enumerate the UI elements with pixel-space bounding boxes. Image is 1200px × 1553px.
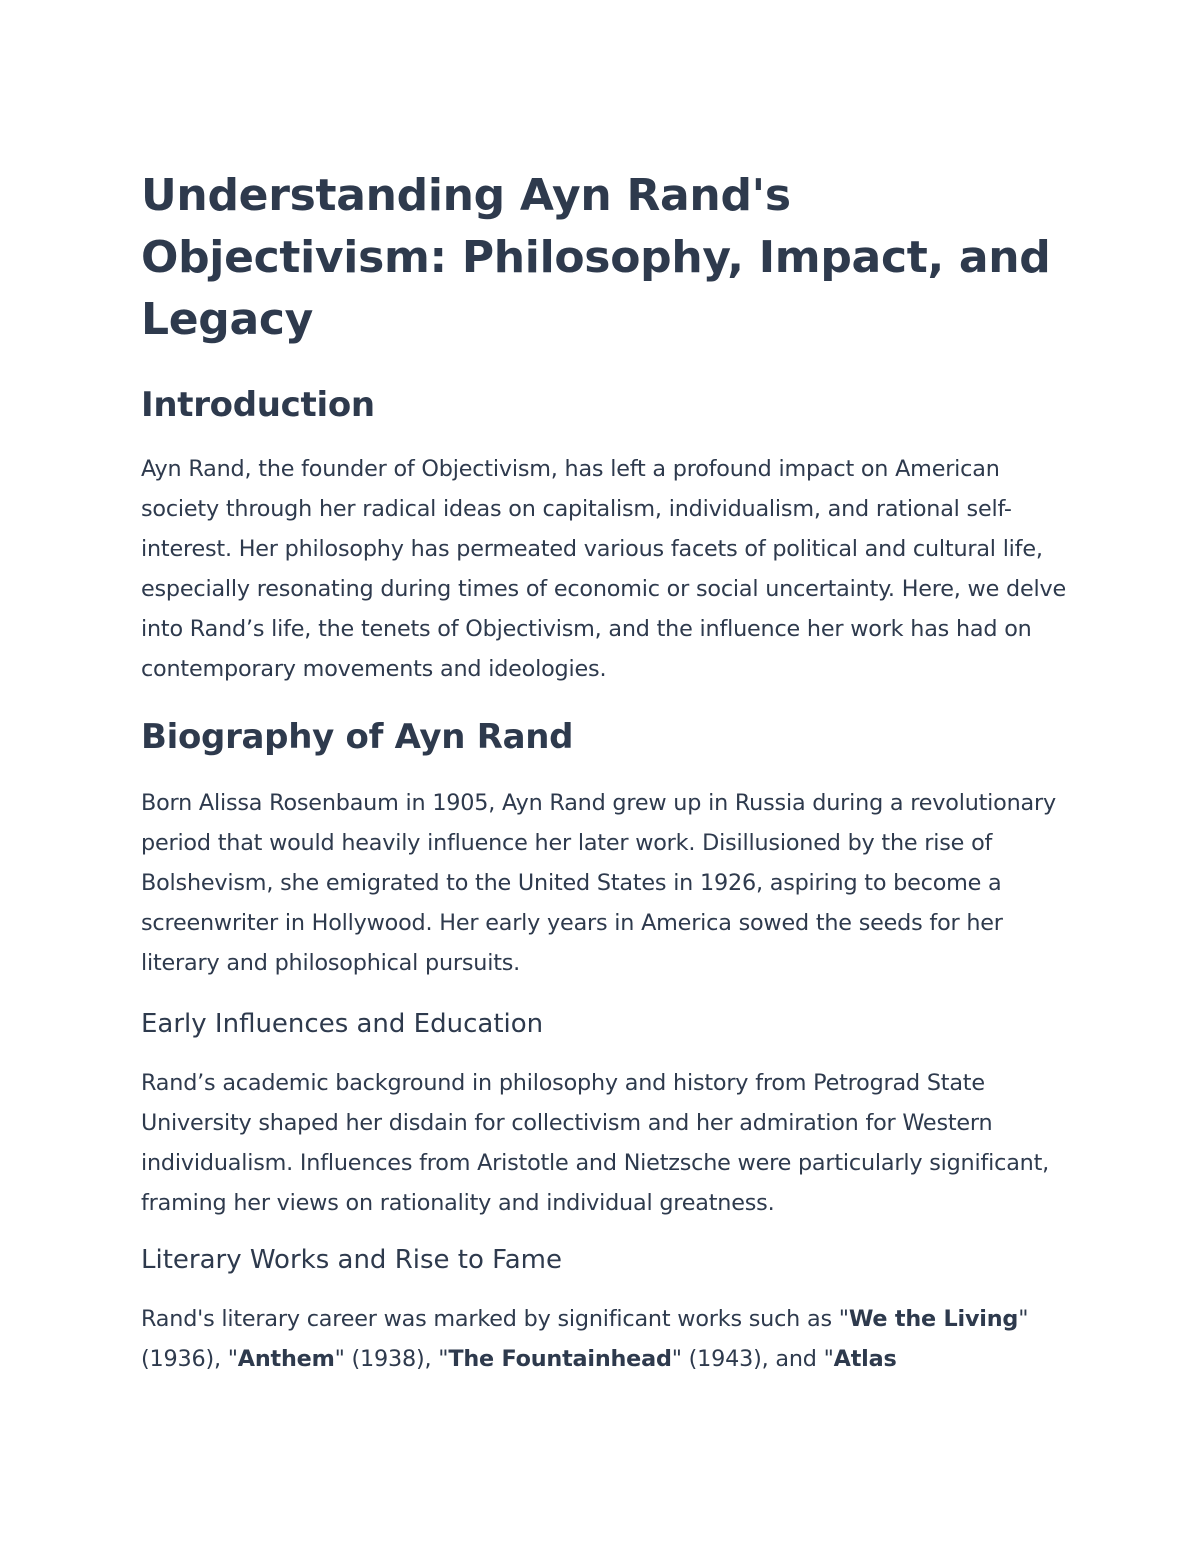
work-title-anthem: Anthem: [237, 1346, 335, 1372]
introduction-paragraph: Ayn Rand, the founder of Objectivism, has left a profound impact on American society through her radical ideas on capitalism, individualism, and rational self-interest. Her philosophy has permeated various facets of political and cultural life, especially resonating during times of economic or social uncertainty. Here, we delve into Rand’s life, the tenets of Objectivism, and the influence her work has had on contemporary movements and ideologies.: [141, 456, 1066, 682]
literary-works-paragraph: [141, 1299, 1071, 1379]
literary-text-4: " (1943), and ": [671, 1346, 834, 1372]
literary-text-3: " (1938), ": [334, 1346, 449, 1372]
document-page: [141, 160, 1071, 1379]
work-title-we-the-living: We the Living: [848, 1306, 1019, 1332]
literary-text-1: Rand's literary career was marked by significant works such as ": [141, 1306, 849, 1332]
literary-text-2: " (1936), ": [141, 1306, 1029, 1372]
biography-paragraph: Born Alissa Rosenbaum in 1905, Ayn Rand grew up in Russia during a revolutionary period that would heavily influence her later work. Disillusioned by the rise of Bolshevism, she emigrated to the United States in 1926, aspiring to become a screenwriter in Hollywood. Her early years in America sowed the seeds for her literary and philosophical pursuits.: [141, 790, 1056, 976]
document-title: Understanding Ayn Rand's Objectivism: Philosophy, Impact, and Legacy: [141, 170, 1051, 345]
section-heading-introduction: Introduction: [141, 385, 375, 425]
work-title-atlas: Atlas: [833, 1346, 897, 1372]
section-heading-biography: Biography of Ayn Rand: [141, 717, 574, 757]
subsection-heading-literary-works: Literary Works and Rise to Fame: [141, 1245, 562, 1275]
subsection-heading-early-influences: Early Influences and Education: [141, 1009, 544, 1039]
early-influences-paragraph: Rand’s academic background in philosophy and history from Petrograd State University shaped her disdain for collectivism and her admiration for Western individualism. Influences from Aristotle and Nietzsche were particularly significant, framing her views on rationality and individual greatness.: [141, 1070, 1050, 1216]
work-title-the-fountainhead: The Fountainhead: [448, 1346, 672, 1372]
